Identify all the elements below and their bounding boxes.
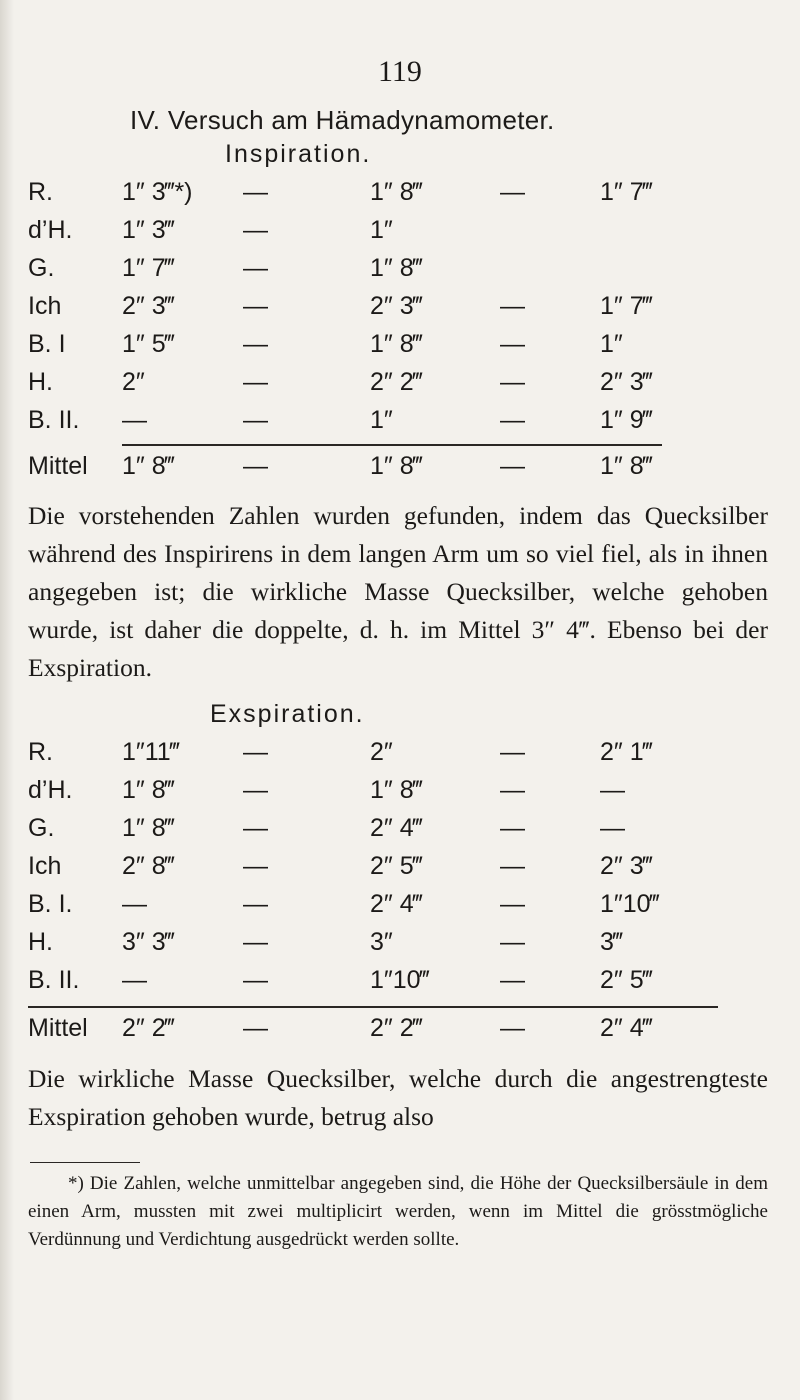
table-row (0, 254, 800, 294)
dash-cell: — (243, 330, 268, 358)
table-row (0, 330, 800, 370)
dash-cell: — (243, 776, 268, 804)
row-label: d’H. (28, 776, 73, 804)
row-label: R. (28, 738, 53, 766)
row-label: Ich (28, 852, 62, 880)
value-cell: 1″ 8‴ (370, 330, 423, 358)
table-row (0, 406, 800, 446)
row-label: B. II. (28, 406, 80, 434)
value-cell: 2″ 4‴ (370, 890, 423, 918)
dash-cell: — (243, 890, 268, 918)
dash-cell: — (243, 406, 268, 434)
dash-cell: — (243, 452, 268, 480)
body-paragraph-2: Die wirkliche Masse Quecksilber, welche durch die angestrengteste Exspiration gehoben wurde, betrug also (28, 1064, 768, 1131)
exspiration-title: Exspiration. (210, 700, 365, 728)
dash-cell: — (500, 452, 525, 480)
table-rule (122, 444, 662, 446)
dash-cell: — (500, 814, 525, 842)
footnote: *) Die Zahlen, welche unmittelbar angegeben sind, die Höhe der Quecksilbersäule in dem einen Arm, mussten mit zwei multiplicirt werden, wenn im Mittel die grösstmögliche Verdünnung und Verdichtung ausgedrückt werden sollte. (28, 1173, 768, 1250)
value-cell: 2″ (122, 368, 145, 396)
value-cell: 1″ 8‴ (122, 452, 175, 480)
value-cell: 2″ 3‴ (370, 292, 423, 320)
table-rule (28, 1006, 718, 1008)
row-label: B. I. (28, 890, 73, 918)
row-label: G. (28, 254, 55, 282)
value-cell: 1″ 8‴ (370, 254, 423, 282)
dash-cell: — (500, 178, 525, 206)
dash-cell: — (500, 330, 525, 358)
value-cell: 1″ 7‴ (600, 178, 653, 206)
table-row (0, 738, 800, 778)
table-row (0, 216, 800, 256)
value-cell: 2″ 2‴ (122, 1014, 175, 1042)
mean-row (0, 452, 800, 492)
dash-cell: — (243, 368, 268, 396)
row-label: G. (28, 814, 55, 842)
dash-cell: — (500, 738, 525, 766)
value-cell: 2″ 3‴ (600, 368, 653, 396)
table-row (0, 890, 800, 930)
dash-cell: — (500, 368, 525, 396)
row-label: B. I (28, 330, 66, 358)
value-cell: 1″ (370, 406, 393, 434)
row-label: Mittel (28, 1014, 88, 1042)
section-heading: IV. Versuch am Hämadynamometer. (130, 105, 555, 135)
row-label: Mittel (28, 452, 88, 480)
dash-cell: — (500, 890, 525, 918)
table-row (0, 178, 800, 218)
row-label: H. (28, 928, 53, 956)
value-cell: — (122, 890, 147, 918)
value-cell: 1″ 8‴ (600, 452, 653, 480)
value-cell: 1″ 3‴ (122, 216, 175, 244)
dash-cell: — (243, 814, 268, 842)
table-row (0, 966, 800, 1006)
dash-cell: — (500, 1014, 525, 1042)
value-cell: 1″ 8‴ (370, 452, 423, 480)
value-cell: — (600, 776, 625, 804)
dash-cell: — (500, 292, 525, 320)
row-label: d’H. (28, 216, 73, 244)
dash-cell: — (500, 852, 525, 880)
value-cell: 2″ 4‴ (600, 1014, 653, 1042)
value-cell: 1″10‴ (370, 966, 430, 994)
inspiration-title: Inspiration. (225, 140, 372, 168)
value-cell: 1″ 9‴ (600, 406, 653, 434)
dash-cell: — (243, 738, 268, 766)
dash-cell: — (243, 292, 268, 320)
value-cell: 1″ 8‴ (122, 814, 175, 842)
dash-cell: — (243, 254, 268, 282)
row-label: B. II. (28, 966, 80, 994)
dash-cell: — (243, 1014, 268, 1042)
dash-cell: — (500, 776, 525, 804)
value-cell: 1″ 8‴ (370, 178, 423, 206)
value-cell: 1″ (370, 216, 393, 244)
value-cell: 2″ 1‴ (600, 738, 653, 766)
table-row (0, 368, 800, 408)
row-label: R. (28, 178, 53, 206)
value-cell: 1″ 3‴*) (122, 178, 193, 206)
value-cell: 1″ 8‴ (370, 776, 423, 804)
value-cell: 2″ 5‴ (370, 852, 423, 880)
table-row (0, 928, 800, 968)
value-cell: — (122, 406, 147, 434)
footnote-divider (30, 1162, 140, 1163)
body-paragraph: Die vorstehenden Zahlen wurden gefunden, indem das Quecksilber während des Inspirirens in dem langen Arm um so viel fiel, als in ihnen angegeben ist; die wirkliche Masse Quecksilber, welche gehoben wurde, ist daher die doppelte, d. h. im Mittel 3″ 4‴. Ebenso bei der Exspiration. (28, 501, 768, 682)
page-number: 119 (378, 55, 422, 88)
dash-cell: — (243, 852, 268, 880)
value-cell: 3‴ (600, 928, 623, 956)
value-cell: 1″ 8‴ (122, 776, 175, 804)
value-cell: — (600, 814, 625, 842)
dash-cell: — (243, 216, 268, 244)
dash-cell: — (500, 928, 525, 956)
row-label: H. (28, 368, 53, 396)
value-cell: 2″ 4‴ (370, 814, 423, 842)
table-row (0, 776, 800, 816)
dash-cell: — (243, 178, 268, 206)
value-cell: — (122, 966, 147, 994)
value-cell: 2″ 5‴ (600, 966, 653, 994)
mean-row (0, 1014, 800, 1054)
dash-cell: — (243, 966, 268, 994)
value-cell: 3″ (370, 928, 393, 956)
value-cell: 2″ (370, 738, 393, 766)
value-cell: 2″ 3‴ (600, 852, 653, 880)
value-cell: 1″11‴ (122, 738, 180, 766)
dash-cell: — (243, 928, 268, 956)
dash-cell: — (500, 406, 525, 434)
table-row (0, 852, 800, 892)
value-cell: 2″ 2‴ (370, 1014, 423, 1042)
dash-cell: — (500, 966, 525, 994)
value-cell: 1″ 5‴ (122, 330, 175, 358)
table-row (0, 814, 800, 854)
table-row (0, 292, 800, 332)
value-cell: 3″ 3‴ (122, 928, 175, 956)
value-cell: 2″ 2‴ (370, 368, 423, 396)
value-cell: 1″10‴ (600, 890, 660, 918)
value-cell: 2″ 8‴ (122, 852, 175, 880)
value-cell: 1″ 7‴ (122, 254, 175, 282)
value-cell: 2″ 3‴ (122, 292, 175, 320)
row-label: Ich (28, 292, 62, 320)
value-cell: 1″ 7‴ (600, 292, 653, 320)
value-cell: 1″ (600, 330, 623, 358)
